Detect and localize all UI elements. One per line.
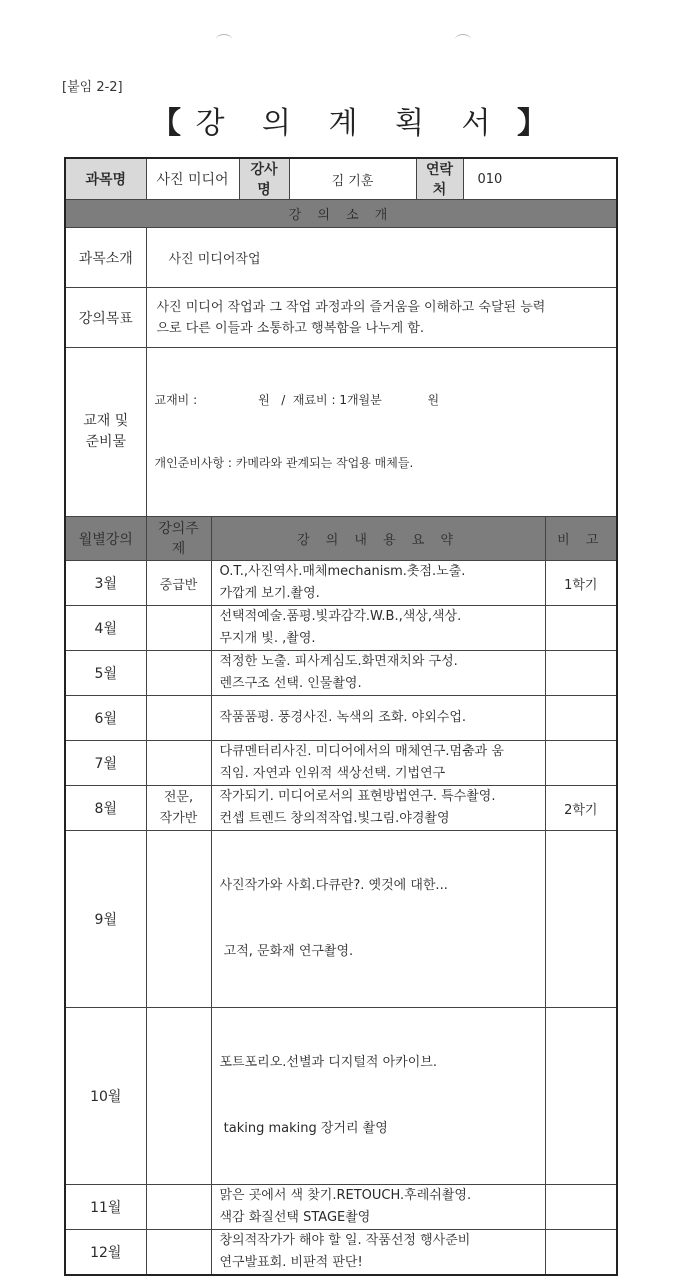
schedule-content-line-2: 색감 화질선택 STAGE촬영 — [219, 1210, 371, 1225]
schedule-month: 10월 — [65, 1008, 146, 1185]
schedule-row — [65, 786, 617, 831]
schedule-row — [65, 696, 617, 741]
schedule-content-line-2: 연구발표회. 비판적 판단! — [219, 1255, 363, 1270]
schedule-content — [211, 831, 545, 1008]
schedule-topic: 중급반 — [146, 561, 211, 606]
schedule-content-line-2: taking making 장거리 촬영 — [219, 1121, 388, 1136]
schedule-topic — [146, 1008, 211, 1185]
schedule-content-line-1: 맑은 곳에서 색 찾기.RETOUCH.후레쉬촬영. — [219, 1188, 472, 1203]
schedule-note — [545, 1230, 617, 1276]
schedule-content-line-1: 작품품평. 풍경사진. 녹색의 조화. 야외수업. — [219, 710, 467, 725]
materials-value — [146, 348, 617, 517]
title-bracket-left: 【 — [151, 106, 184, 141]
schedule-content — [211, 651, 545, 696]
schedule-row — [65, 1230, 617, 1276]
materials-line-2: 개인준비사항 : 카메라와 관계되는 작업용 매체들. — [154, 456, 414, 470]
schedule-content-line-1: 선택적예술.품평.빛과감각.W.B.,색상,색상. — [219, 609, 462, 624]
schedule-row — [65, 741, 617, 786]
title-bracket-right: 】 — [516, 106, 549, 141]
title-text: 강 의 계 획 서 — [195, 106, 505, 141]
schedule-content-line-2: 가깝게 보기.촬영. — [219, 586, 320, 601]
schedule-topic — [146, 831, 211, 1008]
schedule-topic — [146, 786, 211, 831]
schedule-note — [545, 606, 617, 651]
punch-hole-left — [216, 34, 232, 45]
schedule-month: 11월 — [65, 1185, 146, 1230]
schedule-content-line-2: 직임. 자연과 인위적 색상선택. 기법연구 — [219, 766, 446, 781]
schedule-note — [545, 651, 617, 696]
schedule-content — [211, 696, 545, 741]
schedule-note — [545, 831, 617, 1008]
page-title — [0, 98, 700, 142]
schedule-content — [211, 1185, 545, 1230]
schedule-content-line-2: 컨셉 트렌드 창의적작업.빛그림.야경촬영 — [219, 811, 450, 826]
objectives-label: 강의목표 — [65, 288, 146, 348]
schedule-topic — [146, 1230, 211, 1276]
materials-label-line-2: 준비물 — [85, 434, 127, 450]
schedule-month: 9월 — [65, 831, 146, 1008]
content-column-header: 강 의 내 용 요 약 — [211, 517, 545, 561]
schedule-row — [65, 1008, 617, 1185]
schedule-row — [65, 561, 617, 606]
schedule-note — [545, 1008, 617, 1185]
topic-column-header: 강의주 제 — [146, 517, 211, 561]
schedule-content-line-2: 고적, 문화재 연구촬영. — [219, 944, 354, 959]
schedule-topic — [146, 1185, 211, 1230]
schedule-content-line-1: 적정한 노출. 피사계심도.화면재치와 구성. — [219, 654, 458, 669]
schedule-content-line-1: 다큐멘터리사진. 미디어에서의 매체연구.멈춤과 움 — [219, 744, 504, 759]
punch-hole-right — [455, 34, 471, 45]
instructor-label: 강사명 — [239, 158, 289, 200]
schedule-content-line-1: O.T.,사진역사.매체mechanism.촛점.노출. — [219, 564, 466, 579]
intro-section-header: 강 의 소 개 — [65, 200, 617, 228]
course-name-value: 사진 미디어 — [146, 158, 239, 200]
schedule-month: 5월 — [65, 651, 146, 696]
schedule-content — [211, 1008, 545, 1185]
materials-line-1: 교재비 : 원 / 재료비 : 1개월분 원 — [154, 393, 440, 407]
schedule-note — [545, 696, 617, 741]
schedule-content-line-1: 사진작가와 사회.다큐란?. 옛것에 대한... — [219, 878, 448, 893]
materials-label-line-1: 교재 및 — [83, 413, 129, 429]
schedule-topic — [146, 741, 211, 786]
course-intro-value: 사진 미디어작업 — [146, 228, 617, 288]
objectives-line-2: 으로 다른 이들과 소통하고 행복함을 나누게 함. — [156, 320, 425, 336]
schedule-content — [211, 561, 545, 606]
schedule-content-line-1: 창의적작가가 해야 할 일. 작품선정 행사준비 — [219, 1233, 471, 1248]
schedule-note — [545, 1185, 617, 1230]
schedule-content — [211, 606, 545, 651]
header-row — [65, 158, 617, 200]
schedule-topic-line-2: 작가반 — [159, 811, 198, 826]
schedule-month: 8월 — [65, 786, 146, 831]
schedule-header-row — [65, 517, 617, 561]
schedule-content-line-2: 무지개 빛. ,촬영. — [219, 631, 316, 646]
schedule-content-line-2: 렌즈구조 선택. 인물촬영. — [219, 676, 362, 691]
schedule-topic — [146, 651, 211, 696]
schedule-topic-line-1: 전문, — [163, 790, 194, 805]
schedule-month: 12월 — [65, 1230, 146, 1276]
schedule-note: 2학기 — [545, 786, 617, 831]
schedule-content-line-1: 작가되기. 미디어로서의 표현방법연구. 특수촬영. — [219, 789, 496, 804]
schedule-content — [211, 786, 545, 831]
course-name-label: 과목명 — [65, 158, 146, 200]
schedule-month: 7월 — [65, 741, 146, 786]
note-column-header: 비 고 — [545, 517, 617, 561]
schedule-content — [211, 1230, 545, 1276]
schedule-content-line-1: 포트포리오.선별과 디지털적 아카이브. — [219, 1055, 437, 1070]
instructor-value: 김 기훈 — [289, 158, 416, 200]
schedule-row — [65, 651, 617, 696]
attachment-label: [붙임 2-2] — [62, 80, 123, 95]
lecture-plan-table — [64, 157, 618, 1276]
schedule-row — [65, 831, 617, 1008]
schedule-row — [65, 1185, 617, 1230]
schedule-month: 3월 — [65, 561, 146, 606]
schedule-note — [545, 741, 617, 786]
objectives-value — [146, 288, 617, 348]
contact-label: 연락처 — [416, 158, 463, 200]
schedule-content — [211, 741, 545, 786]
schedule-topic — [146, 606, 211, 651]
course-intro-label: 과목소개 — [65, 228, 146, 288]
contact-value: 010 — [463, 158, 617, 200]
month-column-header: 월별강의 — [65, 517, 146, 561]
schedule-topic — [146, 696, 211, 741]
schedule-row — [65, 606, 617, 651]
objectives-line-1: 사진 미디어 작업과 그 작업 과정과의 즐거움을 이해하고 숙달된 능력 — [156, 299, 546, 315]
materials-label — [65, 348, 146, 517]
schedule-month: 4월 — [65, 606, 146, 651]
schedule-month: 6월 — [65, 696, 146, 741]
schedule-note: 1학기 — [545, 561, 617, 606]
